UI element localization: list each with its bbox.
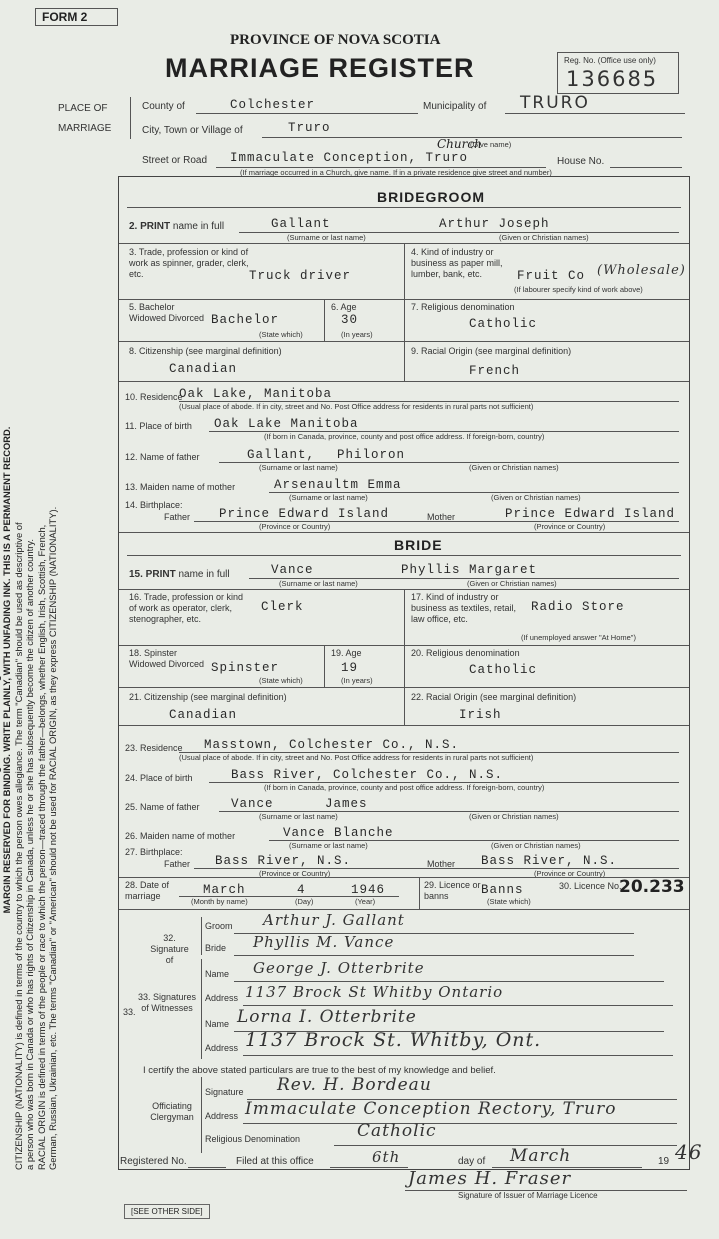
licence-type-sub: (State which) [487, 897, 531, 906]
clergy-address-label: Address [205, 1111, 239, 1121]
f19-label: 19. Age [331, 648, 362, 658]
place-label-line1: PLACE OF [58, 103, 108, 114]
instruction-line: German, Russian, Ukrainian, etc. The terms "Canadian" or "American" should not be used for RACIAL ORIGIN, as they express CITIZENSHIP (NATIONALITY). [47, 506, 59, 1170]
f27-sub-father: (Province or Country) [259, 869, 331, 878]
bride-father-given: James [325, 797, 368, 811]
reg-no-box [557, 52, 679, 94]
bride-surname: Vance [271, 563, 314, 577]
groom-industry-hand: (Wholesale) [597, 263, 686, 278]
clergy-denomination: Catholic [357, 1121, 437, 1141]
instruction-line: a person who was born in Canada or who has rights of Citizenship in Canada, unless he or she has subsequently become the citizen of another country. [24, 539, 36, 1170]
county-value: Colchester [230, 98, 316, 112]
f5-sub: (State which) [259, 330, 303, 339]
f23-sub: (Usual place of abode. If in city, street and No. Post Office address for residents in rural parts not sufficient) [179, 753, 534, 762]
bride-religion: Catholic [469, 663, 538, 677]
f22-label: 22. Racial Origin (see marginal definition) [411, 692, 577, 702]
year-sub: (Year) [355, 897, 376, 906]
f18-label: 18. Spinster Widowed Divorced [129, 648, 205, 669]
bride-given: Phyllis Margaret [401, 563, 538, 577]
filed-year: 46 [675, 1140, 703, 1164]
f10-sub: (Usual place of abode. If in city, street and No. Post Office address for residents in rural parts not sufficient) [179, 402, 534, 411]
bride-father-surname: Vance [231, 797, 274, 811]
w1-address-label: Address [205, 993, 239, 1003]
witness2-address: 1137 Brock St. Whitby, Ont. [245, 1029, 542, 1051]
instruction-line: MARGIN RESERVED FOR BINDING. WRITE PLAINLY, WITH UNFADING INK. THIS IS A PERMANENT RECORD. [1, 426, 13, 914]
f11-sub: (If born in Canada, province, county and post office address. If foreign-born, country) [264, 432, 545, 441]
bride-sig-label: Bride [205, 943, 227, 953]
bride-mother: Vance Blanche [283, 826, 394, 840]
form-number: FORM 2 [35, 8, 118, 26]
bride-age: 19 [341, 661, 359, 675]
witness2-name: Lorna I. Otterbrite [237, 1007, 417, 1027]
city-value: Truro [288, 121, 331, 135]
marriage-year: 1946 [351, 883, 386, 897]
bride-signature: Phyllis M. Vance [253, 933, 395, 951]
bride-trade: Clerk [261, 600, 304, 614]
f4-sub: (If labourer specify kind of work above) [514, 285, 643, 294]
f30-label: 30. Licence No. [559, 881, 622, 891]
f4-label: 4. Kind of industry or business as paper mill, lumber, bank, etc. [411, 247, 503, 279]
f14-father-label: Father [164, 512, 191, 522]
clergy-label: Officiating Clergyman [150, 1101, 194, 1122]
marriage-month: March [203, 883, 246, 897]
groom-age: 30 [341, 313, 359, 327]
groom-mother-birth: Prince Edward Island [505, 507, 676, 521]
groom-status: Bachelor [211, 313, 280, 327]
f13-sub-surname: (Surname or last name) [289, 493, 368, 502]
clergy-signature: Rev. H. Bordeau [277, 1075, 432, 1095]
f6-sub: (In years) [341, 330, 373, 339]
given-sub: (Given or Christian names) [499, 233, 589, 242]
place-note: (If marriage occurred in a Church, give name. If in a private residence give street and number) [240, 168, 552, 177]
groom-citizenship: Canadian [169, 362, 238, 376]
groom-residence: Oak Lake, Manitoba [179, 387, 333, 401]
w1-name-label: Name [205, 969, 230, 979]
clergy-denom-label: Religious Denomination [205, 1134, 301, 1144]
month-sub: (Month by name) [191, 897, 248, 906]
bride-heading: BRIDE [394, 537, 443, 553]
issuer-signature: James H. Fraser [408, 1168, 572, 1189]
licence-type: Banns [481, 883, 524, 897]
groom-birthplace: Oak Lake Manitoba [214, 417, 359, 431]
f24-label: 24. Place of birth [125, 773, 193, 783]
f26-sub-given: (Given or Christian names) [491, 841, 581, 850]
f12-label: 12. Name of father [125, 452, 200, 462]
instruction-line: RACIAL ORIGIN is defined in terms of the people or race to which the person—traced through the father—belongs, whether English, Irish, Scottish, French, [35, 524, 47, 1170]
f15-label: 15. PRINT name in full [129, 569, 230, 580]
f33-num: 33. [123, 1007, 136, 1017]
bride-father-birth: Bass River, N.S. [215, 854, 352, 868]
w2-address-label: Address [205, 1043, 239, 1053]
f15-sub-surname: (Surname or last name) [279, 579, 358, 588]
f26-label: 26. Maiden name of mother [125, 831, 236, 841]
licence-number: 20.233 [619, 877, 685, 897]
registered-label: Registered No. [120, 1156, 187, 1167]
groom-religion: Catholic [469, 317, 538, 331]
house-label: House No. [557, 156, 605, 167]
witness1-name: George J. Otterbrite [253, 959, 425, 977]
groom-father-surname: Gallant, [247, 448, 316, 462]
f14-sub-father: (Province or Country) [259, 522, 331, 531]
f13-sub-given: (Given or Christian names) [491, 493, 581, 502]
f26-sub-surname: (Surname or last name) [289, 841, 368, 850]
f18-sub: (State which) [259, 676, 303, 685]
f13-label: 13. Maiden name of mother [125, 482, 236, 492]
f25-label: 25. Name of father [125, 802, 200, 812]
f32-label: 32. Signature of [150, 933, 189, 965]
street-value: Immaculate Conception, Truro [230, 151, 469, 165]
municipality-label: Municipality of [423, 101, 487, 112]
page-title: MARRIAGE REGISTER [165, 53, 475, 83]
issuer-label: Signature of Issuer of Marriage Licence [458, 1191, 598, 1200]
clergy-address: Immaculate Conception Rectory, Truro [245, 1099, 617, 1119]
marriage-day: 4 [297, 883, 306, 897]
f27-label: 27. Birthplace: [125, 847, 183, 857]
w2-name-label: Name [205, 1019, 230, 1029]
f12-sub-surname: (Surname or last name) [259, 463, 338, 472]
church-insert: Church [437, 137, 482, 151]
filed-month: March [510, 1146, 572, 1166]
f20-label: 20. Religious denomination [411, 648, 520, 658]
groom-surname: Gallant [271, 217, 331, 231]
bride-industry: Radio Store [531, 600, 625, 614]
groom-father-given: Philoron [337, 448, 406, 462]
give-name-note: (Give name) [470, 140, 512, 149]
groom-father-birth: Prince Edward Island [219, 507, 390, 521]
f9-label: 9. Racial Origin (see marginal definition) [411, 346, 572, 356]
reg-no-value: 136685 [566, 67, 659, 91]
f14-label: 14. Birthplace: [125, 500, 183, 510]
bride-citizenship: Canadian [169, 708, 238, 722]
province-heading: PROVINCE OF NOVA SCOTIA [230, 32, 441, 48]
marginal-instructions [0, 170, 90, 1170]
groom-mother: Arsenaultm Emma [274, 478, 402, 492]
groom-given: Arthur Joseph [439, 217, 550, 231]
bride-status: Spinster [211, 661, 280, 675]
f2-label: 2. PRINT name in full [129, 221, 225, 232]
f15-sub-given: (Given or Christian names) [467, 579, 557, 588]
f14-sub-mother: (Province or Country) [534, 522, 606, 531]
see-other-side: [SEE OTHER SIDE] [124, 1204, 210, 1219]
f17-label: 17. Kind of industry or business as textiles, retail, law office, etc. [411, 592, 517, 624]
f24-sub: (If born in Canada, province, county and post office address. If foreign-born, country) [264, 783, 545, 792]
groom-industry: Fruit Co [517, 269, 586, 283]
county-label: County of [142, 101, 185, 112]
municipality-value: TRURO [520, 93, 590, 113]
bridegroom-heading: BRIDEGROOM [377, 189, 485, 205]
f21-label: 21. Citizenship (see marginal definition) [129, 692, 287, 702]
f16-label: 16. Trade, profession or kind of work as operator, clerk, stenographer, etc. [129, 592, 244, 624]
year-prefix: 19 [658, 1156, 670, 1167]
certify-text: I certify the above stated particulars are true to the best of my knowledge and belief. [143, 1065, 496, 1076]
reg-no-label: Reg. No. (Office use only) [564, 56, 656, 65]
f23-label: 23. Residence [125, 743, 183, 753]
place-label-line2: MARRIAGE [58, 123, 112, 134]
f3-label: 3. Trade, profession or kind of work as spinner, grader, clerk, etc. [129, 247, 249, 279]
f33-label: 33. Signatures of Witnesses [137, 992, 197, 1013]
f25-sub-given: (Given or Christian names) [469, 812, 559, 821]
bride-mother-birth: Bass River, N.S. [481, 854, 618, 868]
f7-label: 7. Religious denomination [411, 302, 515, 312]
filed-day: 6th [372, 1148, 401, 1166]
f28-label: 28. Date of marriage [125, 880, 170, 901]
f12-sub-given: (Given or Christian names) [469, 463, 559, 472]
street-label: Street or Road [142, 155, 208, 166]
groom-racial: French [469, 364, 521, 378]
groom-signature: Arthur J. Gallant [263, 911, 405, 929]
f11-label: 11. Place of birth [125, 421, 192, 431]
f27-mother-label: Mother [427, 859, 456, 869]
bride-racial: Irish [459, 708, 502, 722]
bride-birthplace: Bass River, Colchester Co., N.S. [231, 768, 504, 782]
f27-sub-mother: (Province or Country) [534, 869, 606, 878]
filed-label: Filed at this office [236, 1156, 314, 1167]
f17-sub: (If unemployed answer "At Home") [521, 633, 636, 642]
bride-residence: Masstown, Colchester Co., N.S. [204, 738, 460, 752]
place-label [58, 99, 111, 139]
instruction-line: CITIZENSHIP (NATIONALITY) is defined in terms of the country to which the person owes allegiance. The term "Canadian" should be used as descriptive of [12, 522, 24, 1170]
f8-label: 8. Citizenship (see marginal definition) [129, 346, 282, 356]
f5-label: 5. Bachelor Widowed Divorced [129, 302, 205, 323]
city-label: City, Town or Village of [142, 125, 243, 136]
groom-trade: Truck driver [249, 269, 352, 283]
f25-sub-surname: (Surname or last name) [259, 812, 338, 821]
f14-mother-label: Mother [427, 512, 456, 522]
f10-label: 10. Residence [125, 392, 183, 402]
clergy-sig-label: Signature [205, 1087, 244, 1097]
f29-label: 29. Licence or banns [424, 880, 481, 901]
f6-label: 6. Age [331, 302, 357, 312]
f19-sub: (In years) [341, 676, 373, 685]
day-of-label: day of [458, 1156, 486, 1167]
witness1-address: 1137 Brock St Whitby Ontario [245, 983, 504, 1001]
surname-sub: (Surname or last name) [287, 233, 366, 242]
day-sub: (Day) [295, 897, 314, 906]
register-form [118, 176, 690, 1170]
f27-father-label: Father [164, 859, 191, 869]
groom-sig-label: Groom [205, 921, 233, 931]
